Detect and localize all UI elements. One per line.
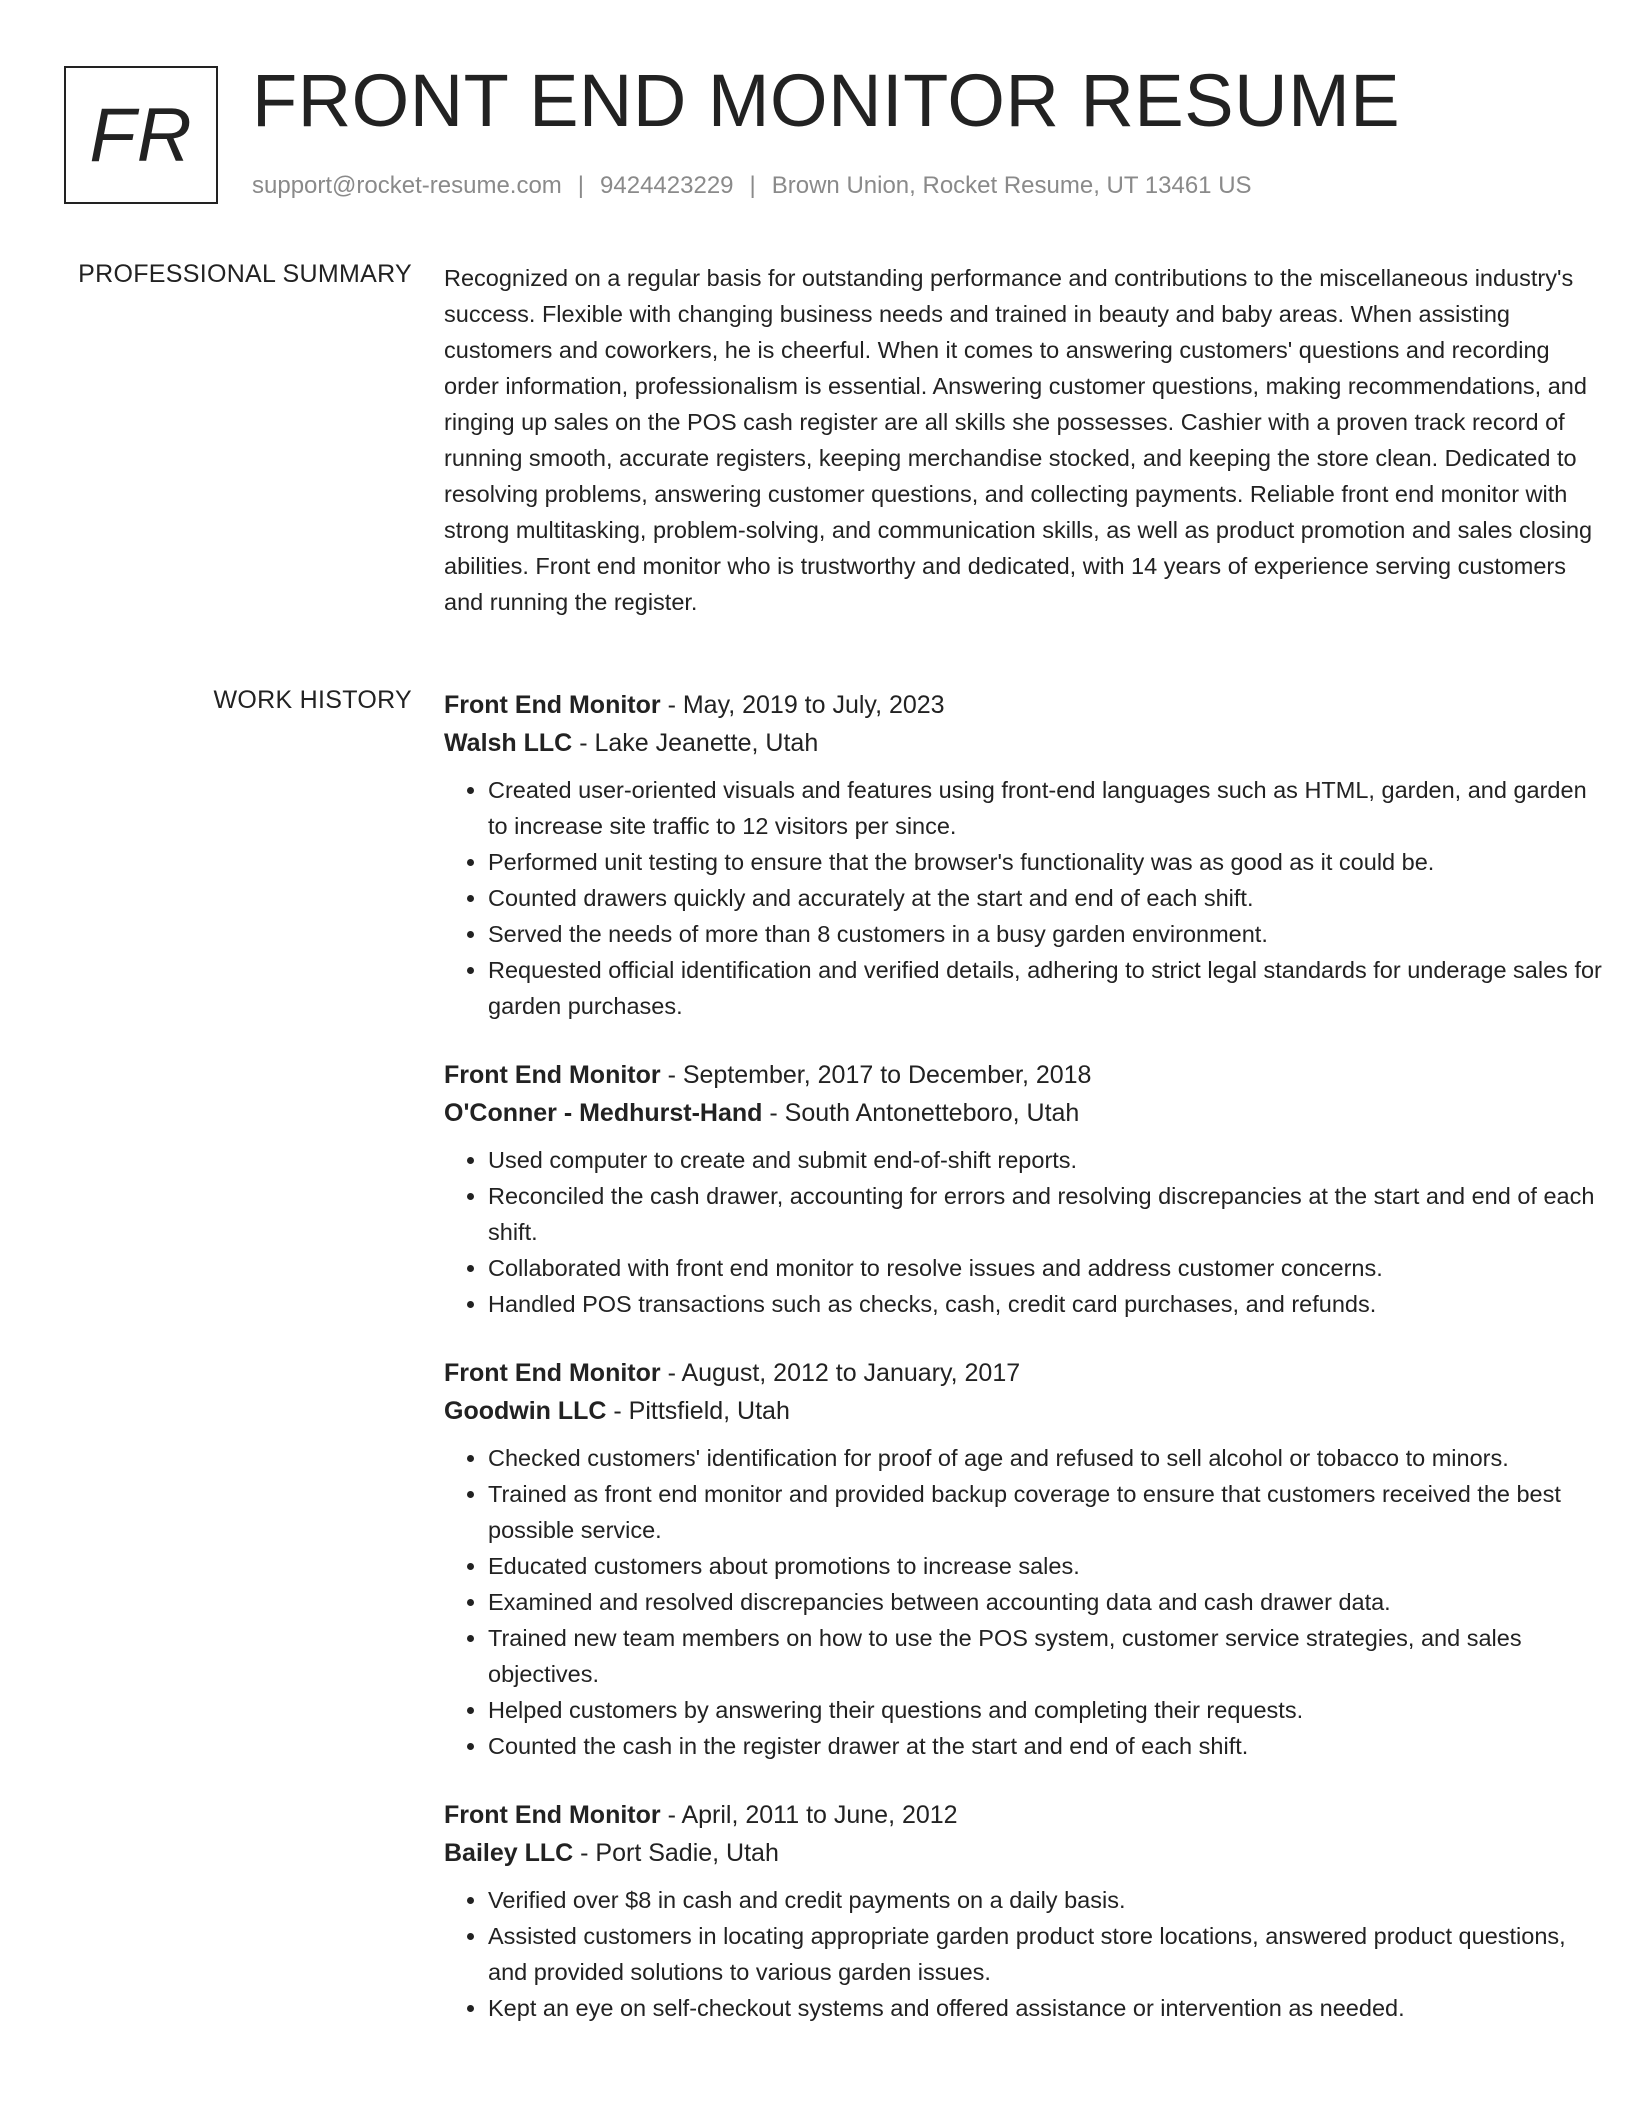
duty-item: • Educated customers about promotions to increase sales. [488,1548,1604,1584]
job-company-line [444,1094,1604,1132]
job-title-line [444,686,1604,724]
summary-heading: PROFESSIONAL SUMMARY [78,260,412,288]
job-dates: - April, 2011 to June, 2012 [660,1801,958,1829]
job-entry [444,1056,1604,1322]
duty-item: • Handled POS transactions such as checks, cash, credit card purchases, and refunds. [488,1286,1604,1322]
duty-item: • Kept an eye on self-checkout systems and offered assistance or intervention as needed. [488,1990,1604,2026]
duty-item: • Checked customers' identification for proof of age and refused to sell alcohol or tobacco to minors. [488,1440,1604,1476]
job-company-line [444,1834,1604,1872]
job-title: Front End Monitor [444,1359,661,1387]
job-location: - Lake Jeanette, Utah [572,729,819,757]
duty-item: • Helped customers by answering their questions and completing their requests. [488,1692,1604,1728]
job-dates: - August, 2012 to January, 2017 [660,1359,1021,1387]
duty-item: • Counted drawers quickly and accurately at the start and end of each shift. [488,880,1604,916]
contact-email: support@rocket-resume.com [252,172,562,199]
duty-list [444,1882,1604,2026]
summary-body [444,260,1604,620]
resume-title: FRONT END MONITOR RESUME [252,59,1401,142]
duty-item: • Performed unit testing to ensure that the browser's functionality was as good as it could be. [488,844,1604,880]
duty-list [444,1440,1604,1764]
contact-line [252,172,1252,200]
duty-item: • Collaborated with front end monitor to resolve issues and address customer concerns. [488,1250,1604,1286]
duty-item: • Requested official identification and verified details, adhering to strict legal standards for underage sales for garden purchases. [488,952,1604,1024]
job-entry [444,1354,1604,1764]
job-company-line [444,724,1604,762]
job-location: - Pittsfield, Utah [606,1397,790,1425]
duty-item: • Examined and resolved discrepancies between accounting data and cash drawer data. [488,1584,1604,1620]
duty-item: • Reconciled the cash drawer, accounting for errors and resolving discrepancies at the start and end of each shift. [488,1178,1604,1250]
duty-item: • Verified over $8 in cash and credit payments on a daily basis. [488,1882,1604,1918]
job-company: Goodwin LLC [444,1397,607,1425]
job-dates: - September, 2017 to December, 2018 [660,1061,1092,1089]
resume-header [64,59,1564,214]
monogram-badge: FR [64,66,218,204]
job-entry [444,1796,1604,2026]
job-title-line [444,1354,1604,1392]
job-dates: - May, 2019 to July, 2023 [660,691,945,719]
duty-item: • Created user-oriented visuals and features using front-end languages such as HTML, garden, and garden to increase site traffic to 12 visitors per since. [488,772,1604,844]
contact-separator: | [577,172,585,199]
job-title-line [444,1056,1604,1094]
job-entry [444,686,1604,1024]
duty-item: • Trained new team members on how to use the POS system, customer service strategies, and sales objectives. [488,1620,1604,1692]
duty-list [444,1142,1604,1322]
job-company: Bailey LLC [444,1839,574,1867]
duty-list [444,772,1604,1024]
duty-item: • Trained as front end monitor and provided backup coverage to ensure that customers received the best possible service. [488,1476,1604,1548]
job-title: Front End Monitor [444,1061,661,1089]
duty-item: • Used computer to create and submit end-of-shift reports. [488,1142,1604,1178]
job-company: Walsh LLC [444,729,573,757]
job-title-line [444,1796,1604,1834]
summary-text: Recognized on a regular basis for outstanding performance and contributions to the miscellaneous industry's success. Flexible with changing business needs and trained in beauty and baby areas. When assisting customers and coworkers, he is cheerful. When it comes to answering customers' questions and recording order information, professionalism is essential. Answering customer questions, making recommendations, and ringing up sales on the POS cash register are all skills she possesses. Cashier with a proven track record of running smooth, accurate registers, keeping merchandise stocked, and keeping the store clean. Dedicated to resolving problems, answering customer questions, and collecting payments. Reliable front end monitor with strong multitasking, problem-solving, and communication skills, as well as product promotion and sales closing abilities. Front end monitor who is trustworthy and dedicated, with 14 years of experience serving customers and running the register. [444,265,1593,615]
job-company-line [444,1392,1604,1430]
duty-item: • Counted the cash in the register drawer at the start and end of each shift. [488,1728,1604,1764]
work-history-heading: WORK HISTORY [213,686,412,714]
duty-item: • Served the needs of more than 8 customers in a busy garden environment. [488,916,1604,952]
contact-separator: | [749,172,756,199]
job-location: - Port Sadie, Utah [573,1839,779,1867]
job-company: O'Conner - Medhurst-Hand [444,1099,763,1127]
job-title: Front End Monitor [444,1801,661,1829]
job-title: Front End Monitor [444,691,661,719]
contact-address: Brown Union, Rocket Resume, UT 13461 US [771,172,1252,199]
duty-item: • Assisted customers in locating appropriate garden product store locations, answered product questions, and provided solutions to various garden issues. [488,1918,1604,1990]
work-history-body [444,686,1604,2058]
contact-phone: 9424423229 [600,172,734,199]
job-location: - South Antonetteboro, Utah [762,1099,1080,1127]
